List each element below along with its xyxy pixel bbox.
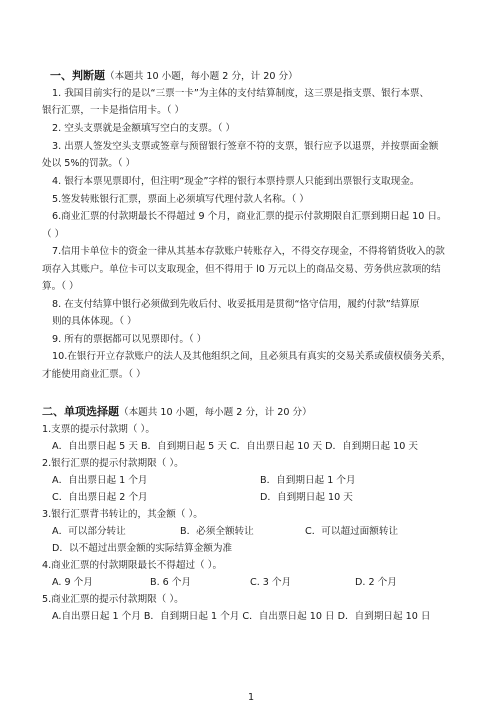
paragraph-line: 3. 出票人签发空头支票或签章与预留银行签章不符的支票，银行应予以退票，并按票面金额 bbox=[52, 141, 439, 152]
paragraph-line: 银行汇票，一卡是指信用卡。（ ） bbox=[42, 105, 185, 116]
option-c: C．自出票日起 2 个月 bbox=[52, 492, 148, 503]
section2-note: （本题共 10 小题，每小题 2 分，计 20 分） bbox=[119, 407, 312, 418]
page-number: 1 bbox=[247, 692, 255, 703]
paragraph-line: 9. 所有的票据都可以见票即付。（ ） bbox=[52, 334, 207, 345]
paragraph-line: 项存入其账户。单位卡可以支取现金，但不得用于 l0 万元以上的商品交易、劳务供应款项的结 bbox=[42, 264, 441, 275]
paragraph-line: 4. 银行本票见票即付，但注明“现金”字样的银行本票持票人只能到出票银行支取现金。 bbox=[52, 176, 420, 187]
paragraph-line: 7.信用卡单位卡的资金一律从其基本存款账户转账存入，不得交存现金，不得将销货收入的款 bbox=[52, 246, 445, 257]
option-d: D. 2 个月 bbox=[355, 577, 397, 588]
paragraph-line: 5.签发转账银行汇票，票面上必须填写代理付款人名称。（ ） bbox=[52, 194, 309, 205]
question-line: 4.商业汇票的付款期限最长不得超过（ ）。 bbox=[42, 560, 223, 571]
option-d: D．以不超过出票金额的实际结算金额为准 bbox=[52, 543, 233, 554]
option-b: B．自到期日起 1 个月 bbox=[260, 475, 356, 486]
option-a: A．可以部分转让 bbox=[52, 526, 126, 537]
question-line: 1.支票的提示付款期（ ）。 bbox=[42, 424, 155, 435]
paragraph-line: （ ） bbox=[42, 229, 65, 240]
paragraph-line: 8. 在支付结算中银行必须做到先收后付、收妥抵用是贯彻“恪守信用，履约付款”结算原 bbox=[52, 299, 420, 310]
option-c: C．可以超过面额转让 bbox=[305, 526, 399, 537]
option-line: A．自出票日起 5 天 B．自到期日起 5 天 C．自出票日起 10 天 D．自到期日起 10 天 bbox=[52, 441, 419, 452]
section1-title: 一、判断题 bbox=[50, 69, 105, 82]
paragraph-line: 则的具体体现。（ ） bbox=[52, 316, 137, 327]
paragraph-line: 10.在银行开立存款账户的法人及其他组织之间，且必须具有真实的交易关系或债权债务关系， bbox=[52, 351, 452, 362]
option-b: B．必须全额转让 bbox=[180, 526, 254, 537]
option-c: C. 3 个月 bbox=[250, 577, 292, 588]
paragraph-line: 6.商业汇票的付款期最长不得超过 9 个月，商业汇票的提示付款期限自汇票到期日起 10 日。 bbox=[52, 211, 447, 222]
paragraph-line: 2. 空头支票就是金额填写空白的支票。（ ） bbox=[52, 123, 236, 134]
option-d: D．自到期日起 10 天 bbox=[260, 492, 353, 503]
paragraph-line: 算。（ ） bbox=[42, 281, 79, 292]
section1-note: （本题共 10 小题，每小题 2 分，计 20 分） bbox=[105, 71, 298, 82]
question-line: 3.银行汇票背书转让的，其金额（ ）。 bbox=[42, 509, 203, 520]
option-a: A．自出票日起 1 个月 bbox=[52, 475, 148, 486]
paragraph-line: 才能使用商业汇票。（ ） bbox=[42, 369, 146, 380]
option-a: A. 9 个月 bbox=[52, 577, 93, 588]
question-line: 5.商业汇票的提示付款期限（ ）。 bbox=[42, 594, 184, 605]
paragraph-line: 处以 5%的罚款。（ ） bbox=[42, 158, 136, 169]
section2-heading bbox=[42, 406, 312, 419]
paragraph-line: 1. 我国目前实行的是以“三票一卡”为主体的支付结算制度，这三票是指支票、银行本票、 bbox=[52, 88, 430, 99]
option-line: A.自出票日起 1 个月 B．自到期日起 1 个月 C．自出票日起 10 日 D．自到期日起 10 日 bbox=[52, 611, 431, 622]
section2-title: 二、单项选择题 bbox=[42, 405, 119, 418]
question-line: 2.银行汇票的提示付款期限（ ）。 bbox=[42, 458, 184, 469]
option-b: B. 6 个月 bbox=[150, 577, 192, 588]
section1-heading bbox=[50, 70, 298, 83]
